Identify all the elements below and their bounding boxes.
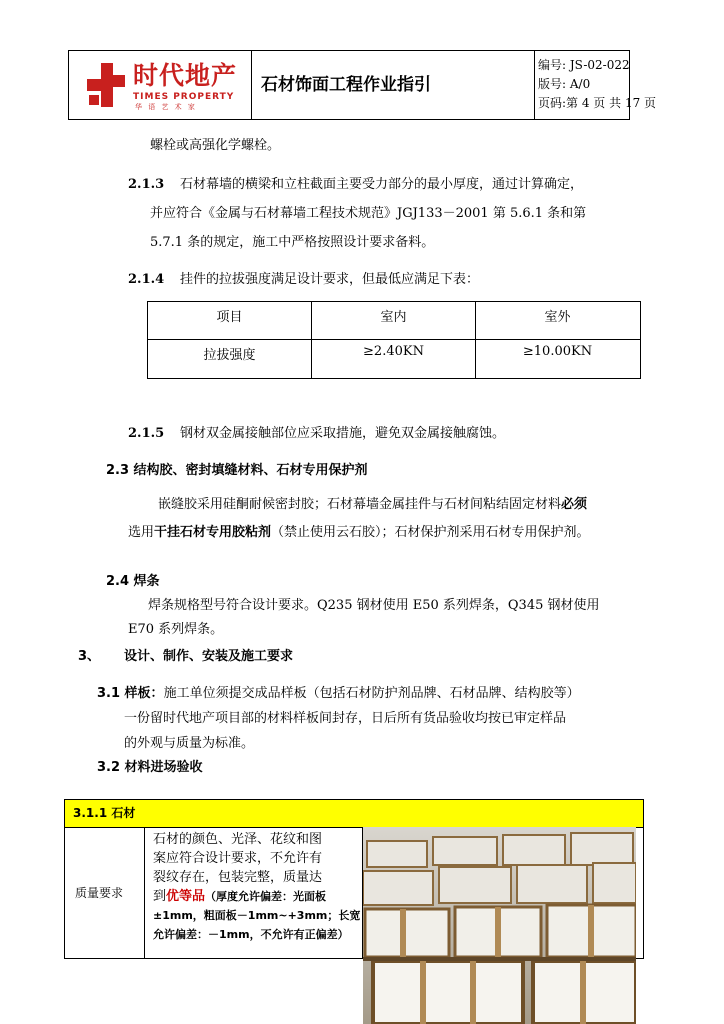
quality-line-4-suffix: （厚度允许偏差：光面板 [205, 890, 327, 903]
table-header-indoor: 室内 [380, 310, 407, 325]
quality-requirement-label: 质量要求 [75, 886, 124, 900]
doc-version [538, 77, 590, 92]
continued-line: 螺栓或高强化学螺栓。 [150, 138, 281, 153]
page-number-label: 页码: [538, 96, 567, 110]
section-3-2-heading: 3.2 材料进场验收 [97, 760, 203, 775]
quality-requirement-text [153, 830, 360, 944]
section-3-1-label: 3.1 样板： [97, 686, 164, 701]
document-header [68, 50, 657, 120]
section-2-1-3-number: 2.1.3 [128, 177, 165, 192]
section-2-1-3-line-1: 石材幕墙的横梁和立柱截面主要受力部分的最小厚度，通过计算确定， [180, 177, 584, 192]
must-emphasis: 必须 [561, 497, 588, 512]
premium-grade-emphasis: 优等品 [166, 889, 206, 904]
pull-strength-table [147, 301, 641, 379]
doc-code-value: JS-02-022 [569, 58, 630, 72]
doc-version-label: 版号: [538, 77, 567, 91]
section-3-number: 3、 [78, 649, 101, 664]
adhesive-emphasis: 干挂石材专用胶粘剂 [154, 525, 272, 540]
table-title-row [65, 800, 643, 828]
table-header-item: 项目 [216, 310, 243, 325]
section-2-1-5-text: 钢材双金属接触部位应采取措施，避免双金属接触腐蚀。 [180, 426, 506, 441]
section-3-1-line-3: 的外观与质量为标准。 [124, 736, 255, 751]
section-2-3-line-2 [128, 525, 590, 541]
quality-line-4-prefix: 到 [153, 889, 167, 904]
section-3-1-line-1 [97, 686, 580, 702]
quality-line-4 [153, 887, 360, 906]
table-cell-outdoor: ≥10.00KN [522, 344, 593, 359]
title-cell [251, 51, 535, 119]
section-3-1-line-2: 一份留时代地产项目部的材料样板间封存，日后所有货品验收均按已审定样品 [124, 711, 567, 726]
section-2-1-4-text: 挂件的拉拔强度满足设计要求，但最低应满足下表： [180, 272, 480, 287]
section-2-1-5-number: 2.1.5 [128, 426, 165, 441]
section-2-4-line-1: 焊条规格型号符合设计要求。Q235 钢材使用 E50 系列焊条，Q345 钢材使用 [148, 598, 600, 613]
section-2-1-4-number: 2.1.4 [128, 272, 165, 287]
meta-cell [534, 51, 657, 119]
table-cell-label: 拉拔强度 [203, 348, 256, 363]
page-number [538, 96, 656, 111]
doc-version-value: A/0 [569, 77, 591, 91]
logo-chinese-name: 时代地产 [133, 61, 238, 90]
section-3-1-line-1-text: 施工单位须提交成品样板（包括石材防护剂品牌、石材品牌、结构胶等） [163, 686, 580, 701]
section-2-1-3-line-3: 5.7.1 条的规定，施工中严格按照设计要求备料。 [150, 235, 435, 250]
section-3-heading: 设计、制作、安装及施工要求 [124, 649, 294, 664]
quality-line-3: 裂纹存在，包装完整，质量达 [153, 870, 323, 885]
logo-english-name: TIMES PROPERTY [133, 92, 235, 102]
section-2-3-heading: 2.3 结构胶、密封填缝材料、石材专用保护剂 [106, 463, 368, 478]
section-2-4-line-2: E70 系列焊条。 [128, 622, 224, 637]
document-title: 石材饰面工程作业指引 [261, 75, 431, 95]
quality-line-2: 案应符合设计要求，不允许有 [153, 851, 323, 866]
section-2-1-3-line-2: 并应符合《金属与石材幕墙工程技术规范》JGJ133－2001 第 5.6.1 条和第 [150, 206, 587, 221]
logo-cell [69, 51, 252, 119]
stone-crates-illustration [363, 827, 636, 1024]
section-2-4-heading: 2.4 焊条 [106, 574, 160, 589]
stone-table-title: 3.1.1 石材 [73, 806, 136, 820]
page-number-value: 第 4 页 共 17 页 [566, 96, 657, 110]
stone-crates-photo [363, 827, 636, 1024]
section-2-3-line-2-suffix: （禁止使用云石胶）；石材保护剂采用石材专用保护剂。 [271, 525, 590, 540]
doc-code-label: 编号: [538, 58, 567, 72]
company-logo-icon [83, 61, 129, 109]
section-2-3-line-1 [158, 497, 587, 513]
quality-line-5: ±1mm，粗面板－1mm~+3mm；长宽 [153, 909, 361, 922]
table-header-outdoor: 室外 [544, 310, 571, 325]
doc-code [538, 58, 630, 73]
logo-slogan: 华 语 艺 术 家 [135, 103, 197, 111]
section-2-3-line-2-prefix: 选用 [128, 525, 155, 540]
quality-line-6: 允许偏差：－1mm，不允许有正偏差） [153, 928, 349, 941]
table-cell-indoor: ≥2.40KN [363, 344, 424, 359]
section-2-3-line-1-text: 嵌缝胶采用硅酮耐候密封胶；石材幕墙金属挂件与石材间粘结固定材料 [158, 497, 562, 512]
quality-line-1: 石材的颜色、光泽、花纹和图 [153, 832, 323, 847]
